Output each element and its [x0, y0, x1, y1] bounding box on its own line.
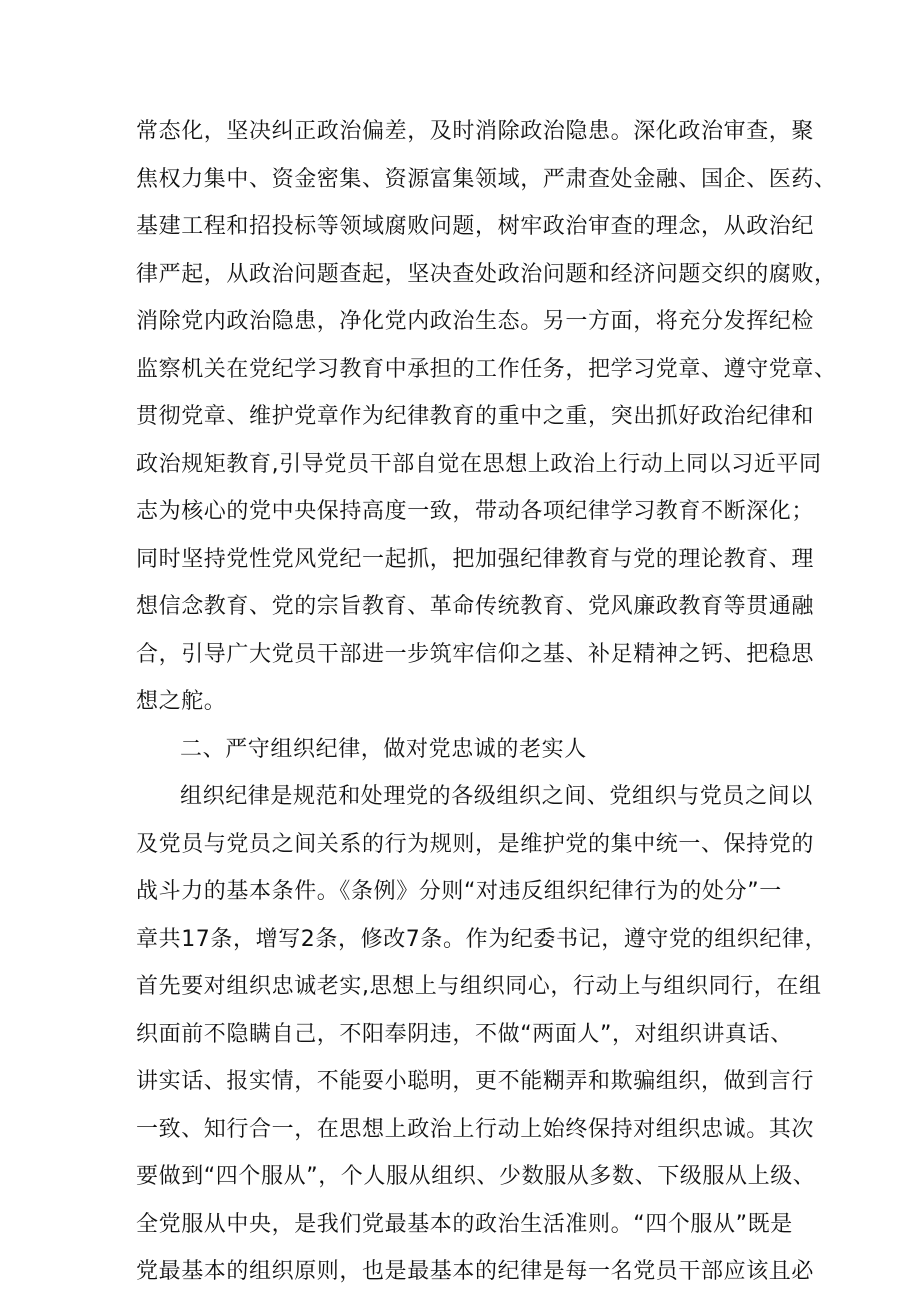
section-heading: 二、严守组织纪律，做对党忠诚的老实人: [180, 736, 587, 762]
paragraph-line: 首先要对组织忠诚老实,思想上与组织同心，行动上与组织同行，在组: [136, 974, 822, 999]
paragraph-line: 组织纪律是规范和处理党的各级组织之间、党组织与党员之间以: [180, 784, 813, 809]
paragraph-line: 合，引导广大党员干部进一步筑牢信仰之基、补足精神之钙、把稳思: [136, 641, 815, 667]
paragraph-line: 战斗力的基本条件。《条例》分则“对违反组织纪律行为的处分”一: [136, 879, 782, 904]
paragraph-line: 要做到“四个服从”，个人服从组织、少数服从多数、下级服从上级、: [136, 1164, 816, 1189]
paragraph-2: [136, 773, 828, 1296]
paragraph-line: 监察机关在党纪学习教育中承担的工作任务，把学习党章、遵守党章、: [136, 356, 837, 382]
paragraph-line: 焦权力集中、资金密集、资源富集领域，严肃查处金融、国企、医药、: [136, 166, 837, 192]
paragraph-line: 及党员与党员之间关系的行为规则，是维护党的集中统一、保持党的: [136, 831, 815, 857]
paragraph-line: 同时坚持党性党风党纪一起抓，把加强纪律教育与党的理论教育、理: [136, 546, 815, 572]
paragraph-line: 织面前不隐瞒自己，不阳奉阴违，不做“两面人”，对组织讲真话、: [136, 1021, 793, 1047]
paragraph-line: 常态化，坚决纠正政治偏差，及时消除政治隐患。深化政治审查，聚: [136, 119, 815, 144]
paragraph-line: 一致、知行合一，在思想上政治上行动上始终保持对组织忠诚。其次: [136, 1116, 815, 1142]
paragraph-line: 律严起，从政治问题查起，坚决查处政治问题和经济问题交织的腐败，: [136, 261, 837, 287]
document-body: [136, 108, 837, 1296]
paragraph-line: 贯彻党章、维护党章作为纪律教育的重中之重，突出抓好政治纪律和: [136, 404, 815, 429]
paragraph-line: 志为核心的党中央保持高度一致，带动各项纪律学习教育不断深化；: [136, 499, 815, 524]
paragraph-1: [136, 108, 837, 726]
paragraph-line: 全党服从中央，是我们党最基本的政治生活准则。“四个服从”既是: [136, 1211, 793, 1237]
paragraph-line: 党最基本的组织原则，也是最基本的纪律是每一名党员干部应该且必: [136, 1259, 815, 1284]
paragraph-line: 讲实话、报实情，不能耍小聪明，更不能糊弄和欺骗组织，做到言行: [136, 1069, 815, 1094]
paragraph-line: 政治规矩教育,引导党员干部自觉在思想上政治上行动上同以习近平同: [136, 451, 822, 477]
paragraph-line: 基建工程和招投标等领域腐败问题，树牢政治审查的理念，从政治纪: [136, 214, 815, 239]
paragraph-line: 想之舵。: [136, 689, 227, 714]
paragraph-line: 想信念教育、党的宗旨教育、革命传统教育、党风廉政教育等贯通融: [136, 594, 815, 619]
paragraph-line: 消除党内政治隐患，净化党内政治生态。另一方面，将充分发挥纪检: [136, 309, 815, 334]
paragraph-line: 章共17条，增写2条，修改7条。作为纪委书记，遵守党的组织纪律，: [136, 926, 828, 952]
